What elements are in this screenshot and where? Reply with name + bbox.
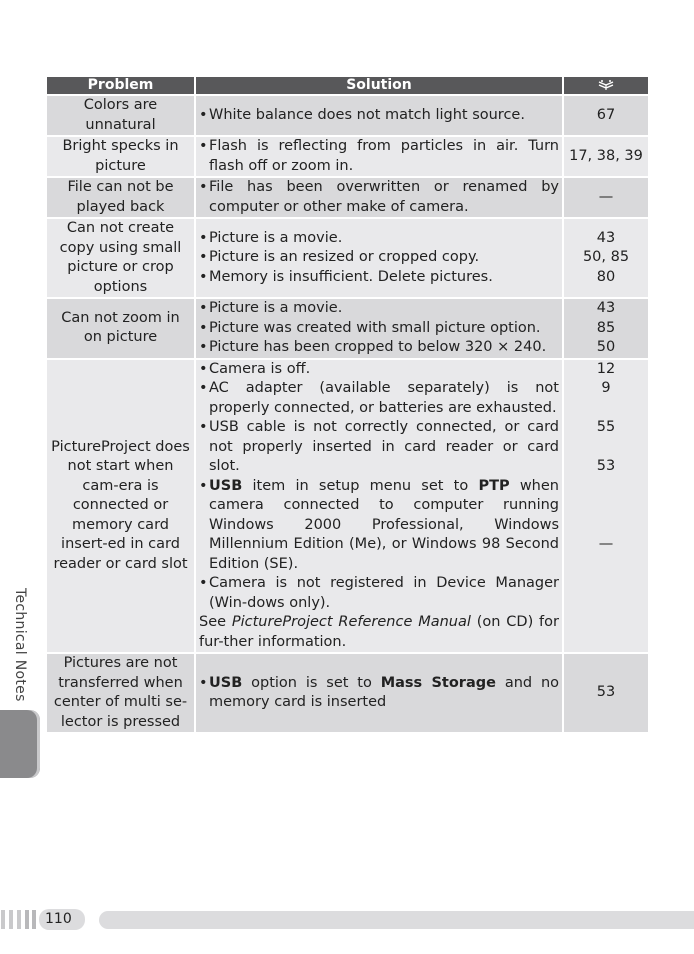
- note-text: See: [199, 614, 232, 630]
- page-ref: 50, 85: [582, 249, 630, 266]
- solution-item: • Camera is not registered in Device Manager (Win-dows only).: [199, 574, 559, 613]
- solution-item: • Flash is reflecting from particles in air. Turn flash off or zoom in.: [199, 137, 559, 176]
- solution-item: • Picture is a movie.: [199, 299, 559, 319]
- table-row: [47, 137, 648, 176]
- page-cell: 67: [564, 96, 648, 135]
- page-ref: 43: [596, 229, 616, 246]
- solution-item: • Picture is an resized or cropped copy.: [199, 248, 559, 268]
- solution-text: option is set to: [242, 674, 381, 691]
- footer-bar: [99, 911, 694, 929]
- page-cell: [564, 219, 648, 297]
- solution-cell: [196, 178, 562, 217]
- solution-text: and no memory card is inserted: [209, 674, 560, 710]
- page-cell: —: [564, 178, 648, 217]
- problem-cell: Can not zoom in on picture: [47, 299, 194, 358]
- page-number: 110: [39, 909, 85, 930]
- book-icon: [597, 79, 615, 91]
- usb-label: USB: [209, 477, 243, 494]
- solution-item: • Memory is insufficient. Delete pictures.: [199, 268, 559, 288]
- section-label: Technical Notes: [12, 588, 28, 702]
- table-row: [47, 360, 648, 653]
- solution-cell: [196, 219, 562, 297]
- header-problem: Problem: [47, 77, 194, 94]
- page-ref: 50: [596, 339, 616, 355]
- problem-cell: File can not be played back: [47, 178, 194, 217]
- table-row: [47, 654, 648, 732]
- page-ref: 53: [596, 458, 616, 474]
- note-text: (on CD) for fur-ther information.: [199, 614, 559, 650]
- solution-cell: [196, 360, 562, 653]
- solution-item: • Picture is a movie.: [199, 229, 559, 249]
- problem-cell: Colors are unnatural: [47, 96, 194, 135]
- manual-title: PictureProject Reference Manual: [231, 614, 471, 630]
- table-row: [47, 299, 648, 358]
- page-cell: 17, 38, 39: [564, 137, 648, 176]
- problem-cell: Pictures are not transferred when center of multi se-lector is pressed: [47, 654, 194, 732]
- solution-item: • Camera is off.: [199, 360, 559, 380]
- ptp-label: PTP: [478, 477, 510, 494]
- page-ref: —: [598, 536, 614, 552]
- page-ref: 80: [596, 268, 616, 285]
- solution-item: [199, 477, 559, 575]
- solution-cell: [196, 654, 562, 732]
- solution-text: item in setup menu set to: [242, 477, 479, 494]
- table-header-row: [47, 77, 648, 94]
- solution-item: • File has been overwritten or renamed by computer or other make of camera.: [199, 178, 559, 217]
- problem-cell: PictureProject does not start when cam-era is connected or memory card insert-ed in card reader or card slot: [47, 360, 194, 653]
- header-page: [564, 77, 648, 94]
- problem-cell: Can not create copy using small picture or crop options: [47, 219, 194, 297]
- solution-cell: [196, 299, 562, 358]
- solution-item: • Picture has been cropped to below 320 × 240.: [199, 338, 559, 358]
- section-tab: [0, 710, 40, 778]
- solution-item: [199, 674, 559, 713]
- solution-item: • Picture was created with small picture option.: [199, 319, 559, 339]
- page-cell: [564, 360, 648, 653]
- solution-item: • AC adapter (available separately) is not properly connected, or batteries are exhausted.: [199, 379, 559, 418]
- header-solution: Solution: [196, 77, 562, 94]
- page-ref: 55: [596, 419, 616, 435]
- table-row: [47, 96, 648, 135]
- see-manual-note: [199, 613, 559, 652]
- page-cell: [564, 299, 648, 358]
- mass-storage-label: Mass Storage: [380, 674, 496, 691]
- table-row: [47, 178, 648, 217]
- table-row: [47, 219, 648, 297]
- solution-item: • USB cable is not correctly connected, or card not properly inserted in card reader or card slot.: [199, 418, 559, 477]
- solution-cell: [196, 137, 562, 176]
- page-ref: 85: [596, 319, 616, 336]
- page-ref: 43: [596, 300, 616, 316]
- page-ref: 9: [601, 380, 611, 396]
- problem-cell: Bright specks in picture: [47, 137, 194, 176]
- solution-item: • White balance does not match light source.: [199, 106, 559, 126]
- page-cell: 53: [564, 654, 648, 732]
- page-ref: 12: [596, 360, 616, 377]
- usb-label: USB: [209, 674, 243, 691]
- solution-text: when camera connected to computer running Windows 2000 Professional, Windows Millennium Edition (Me), or Windows 98 Second Edition (SE).: [209, 477, 559, 572]
- solution-cell: [196, 96, 562, 135]
- troubleshooting-table: [45, 75, 650, 734]
